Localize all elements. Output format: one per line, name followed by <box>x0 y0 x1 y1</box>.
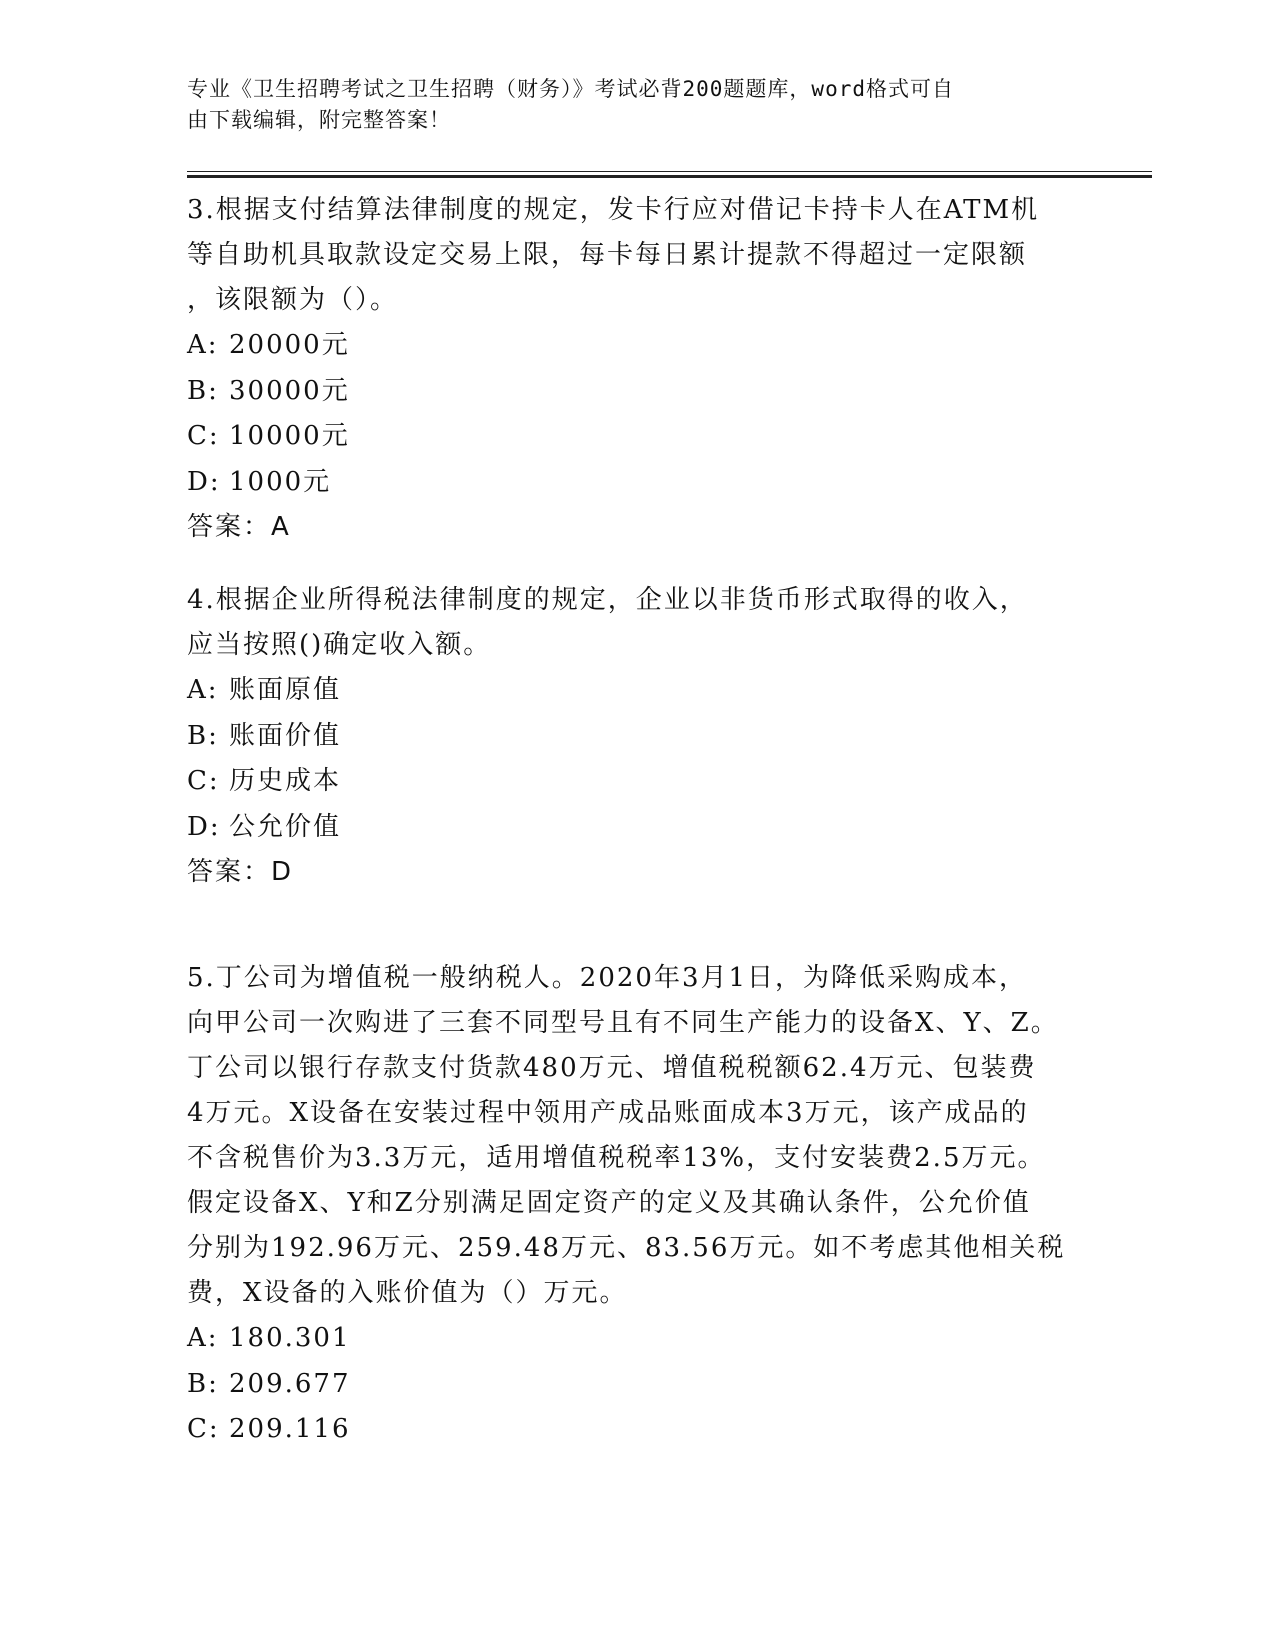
question-5 <box>187 956 1077 1453</box>
question-stem-line: 分别为192.96万元、259.48万元、83.56万元。如不考虑其他相关税 <box>187 1233 1066 1263</box>
option-d <box>187 805 1077 851</box>
question-stem-line: 费，X设备的入账价值为（）万元。 <box>187 1278 628 1308</box>
option-text: 公允价值 <box>229 811 342 842</box>
option-key: D: <box>187 466 221 497</box>
question-stem-line: 向甲公司一次购进了三套不同型号且有不同生产能力的设备X、Y、Z。 <box>187 1008 1059 1038</box>
option-c <box>187 414 1077 460</box>
option-text: 账面原值 <box>229 675 342 705</box>
option-text: 20000元 <box>229 330 350 360</box>
question-stem-line: 假定设备X、Y和Z分别满足固定资产的定义及其确认条件，公允价值 <box>187 1188 1031 1218</box>
header-line-2: 由下载编辑，附完整答案！ <box>187 108 451 132</box>
option-text: 180.301 <box>229 1323 351 1353</box>
option-key: C: <box>187 421 220 451</box>
question-stem-line: ，该限额为（）。 <box>187 285 399 315</box>
option-key: C: <box>187 1414 220 1444</box>
option-key: D: <box>187 811 221 842</box>
header-divider-thick <box>187 175 1152 178</box>
question-stem-line: 4万元。X设备在安装过程中领用产成品账面成本3万元，该产成品的 <box>187 1098 1029 1128</box>
question-stem-line: 应当按照()确定收入额。 <box>187 630 492 660</box>
option-text: 历史成本 <box>229 766 342 796</box>
question-stem-line: 5.丁公司为增值税一般纳税人。2020年3月1日，为降低采购成本， <box>187 963 1028 993</box>
question-4 <box>187 578 1077 895</box>
option-key: A: <box>187 1323 219 1353</box>
option-key: A: <box>187 675 219 705</box>
option-text: 209.677 <box>229 1368 351 1399</box>
option-key: A: <box>187 330 219 360</box>
document-header <box>187 74 1067 136</box>
option-text: 209.116 <box>229 1414 351 1444</box>
answer-label: 答案：D <box>187 857 294 887</box>
option-key: C: <box>187 766 220 796</box>
question-3 <box>187 188 1077 550</box>
option-text: 账面价值 <box>229 720 342 751</box>
question-stem-line: 等自助机具取款设定交易上限，每卡每日累计提款不得超过一定限额 <box>187 240 1028 270</box>
option-a <box>187 668 1077 714</box>
question-stem-line: 丁公司以银行存款支付货款480万元、增值税税额62.4万元、包装费 <box>187 1053 1037 1083</box>
header-line-1: 专业《卫生招聘考试之卫生招聘（财务）》考试必背200题题库，word格式可自 <box>187 77 954 101</box>
option-b <box>187 369 1077 415</box>
option-b <box>187 1362 1077 1408</box>
option-key: B: <box>187 720 219 751</box>
answer-label: 答案：A <box>187 512 291 542</box>
option-b <box>187 714 1077 760</box>
option-c <box>187 1407 1077 1453</box>
option-text: 10000元 <box>229 421 350 451</box>
option-d <box>187 460 1077 506</box>
question-stem-line: 不含税售价为3.3万元，适用增值税税率13%，支付安装费2.5万元。 <box>187 1143 1046 1173</box>
header-divider-thin <box>187 171 1152 172</box>
option-text: 30000元 <box>229 375 350 406</box>
question-stem-line: 4.根据企业所得税法律制度的规定，企业以非货币形式取得的收入， <box>187 585 1028 615</box>
option-key: B: <box>187 1368 219 1399</box>
option-text: 1000元 <box>229 466 332 497</box>
option-a <box>187 323 1077 369</box>
option-c <box>187 759 1077 805</box>
option-a <box>187 1316 1077 1362</box>
question-stem-line: 3.根据支付结算法律制度的规定，发卡行应对借记卡持卡人在ATM机 <box>187 195 1040 225</box>
option-key: B: <box>187 375 219 406</box>
